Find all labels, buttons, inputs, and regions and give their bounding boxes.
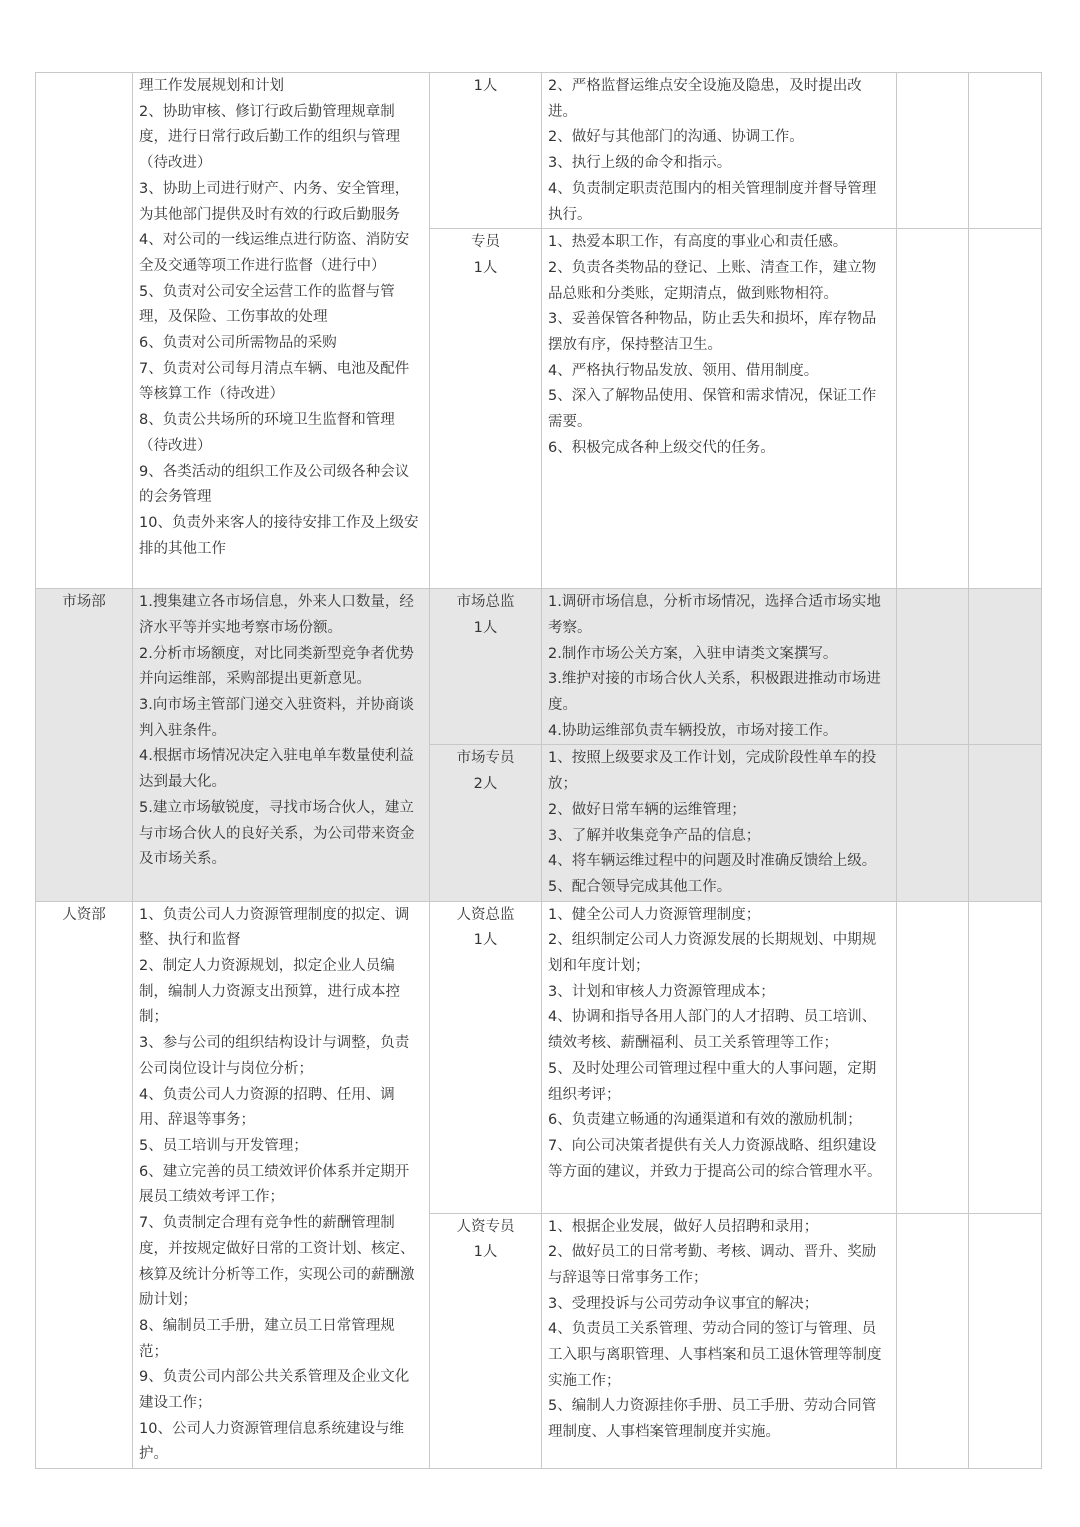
dept-duties-hr: 1、负责公司人力资源管理制度的拟定、调整、执行和监督 2、制定人力资源规划，拟定企业人员编制，编制人力资源支出预算，进行成本控制； 3、参与公司的组织结构设计与调整，负责公司岗位设计与岗位分析； 4、负责公司人力资源的招聘、任用、调用、辞退等事务； 5、员工培训与开发管理； 6、建立完善的员工绩效评价体系并定期开展员工绩效考评工作； 7、负责制定合理有竞争性的薪酬管理制度，并按规定做好日常的工资计划、核定、核算及统计分析等工作，实现公司的薪酬激励计划； 8、编制员工手册，建立员工日常管理规范； 9、负责公司内部公共关系管理及企业文化建设工作； 10、公司人力资源管理信息系统建设与维护。 — [133, 901, 430, 1468]
table-row — [36, 589, 1042, 745]
position-cell: 1人 — [430, 73, 542, 229]
empty-cell — [897, 1213, 969, 1469]
empty-cell — [969, 901, 1042, 1213]
position-cell: 人资专员 1人 — [430, 1213, 542, 1469]
empty-cell — [969, 73, 1042, 229]
table-row — [36, 73, 1042, 229]
empty-cell — [969, 1213, 1042, 1469]
empty-cell — [897, 229, 969, 589]
position-cell: 市场总监 1人 — [430, 589, 542, 745]
empty-cell — [897, 745, 969, 901]
position-duties: 2、严格监督运维点安全设施及隐患，及时提出改进。 2、做好与其他部门的沟通、协调工作。 3、执行上级的命令和指示。 4、负责制定职责范围内的相关管理制度并督导管理执行。 — [542, 73, 897, 229]
dept-duties-admin: 理工作发展规划和计划 2、协助审核、修订行政后勤管理规章制度，进行日常行政后勤工作的组织与管理（待改进） 3、协助上司进行财产、内务、安全管理，为其他部门提供及时有效的行政后勤服务 4、对公司的一线运维点进行防盗、消防安全及交通等项工作进行监督（进行中） 5、负责对公司安全运营工作的监督与管理，及保险、工伤事故的处理 6、负责对公司所需物品的采购 7、负责对公司每月清点车辆、电池及配件等核算工作（待改进） 8、负责公共场所的环境卫生监督和管理（待改进） 9、各类活动的组织工作及公司级各种会议的会务管理 10、负责外来客人的接待安排工作及上级安排的其他工作 — [133, 73, 430, 589]
position-duties: 1、根据企业发展，做好人员招聘和录用； 2、做好员工的日常考勤、考核、调动、晋升、奖励与辞退等日常事务工作； 3、受理投诉与公司劳动争议事宜的解决； 4、负责员工关系管理、劳动合同的签订与管理、员工入职与离职管理、人事档案和员工退休管理等制度实施工作； 5、编制人力资源挂你手册、员工手册、劳动合同管理制度、人事档案管理制度并实施。 — [542, 1213, 897, 1469]
empty-cell — [897, 901, 969, 1213]
dept-cell-admin — [36, 73, 133, 589]
position-cell: 市场专员 2人 — [430, 745, 542, 901]
position-duties: 1、按照上级要求及工作计划，完成阶段性单车的投放； 2、做好日常车辆的运维管理； 3、了解并收集竞争产品的信息； 4、将车辆运维过程中的问题及时准确反馈给上级。 5、配合领导完成其他工作。 — [542, 745, 897, 901]
empty-cell — [969, 229, 1042, 589]
position-cell: 专员 1人 — [430, 229, 542, 589]
position-duties: 1、热爱本职工作，有高度的事业心和责任感。 2、负责各类物品的登记、上账、清查工作，建立物品总账和分类账，定期清点，做到账物相符。 3、妥善保管各种物品，防止丢失和损坏，库存物品摆放有序，保持整洁卫生。 4、严格执行物品发放、领用、借用制度。 5、深入了解物品使用、保管和需求情况，保证工作需要。 6、积极完成各种上级交代的任务。 — [542, 229, 897, 589]
dept-duties-market: 1.搜集建立各市场信息，外来人口数量，经济水平等并实地考察市场份额。 2.分析市场额度，对比同类新型竞争者优势并向运维部，采购部提出更新意见。 3.向市场主管部门递交入驻资料，并协商谈判入驻条件。 4.根据市场情况决定入驻电单车数量使利益达到最大化。 5.建立市场敏锐度，寻找市场合伙人，建立与市场合伙人的良好关系，为公司带来资金及市场关系。 — [133, 589, 430, 901]
position-duties: 1、健全公司人力资源管理制度； 2、组织制定公司人力资源发展的长期规划、中期规划和年度计划； 3、计划和审核人力资源管理成本； 4、协调和指导各用人部门的人才招聘、员工培训、绩效考核、薪酬福利、员工关系管理等工作； 5、及时处理公司管理过程中重大的人事问题，定期组织考评； 6、负责建立畅通的沟通渠道和有效的激励机制； 7、向公司决策者提供有关人力资源战略、组织建设等方面的建议，并致力于提高公司的综合管理水平。 — [542, 901, 897, 1213]
empty-cell — [969, 745, 1042, 901]
empty-cell — [969, 589, 1042, 745]
position-duties: 1.调研市场信息，分析市场情况，选择合适市场实地考察。 2.制作市场公关方案，入驻申请类文案撰写。 3.维护对接的市场合伙人关系，积极跟进推动市场进度。 4.协助运维部负责车辆投放，市场对接工作。 — [542, 589, 897, 745]
empty-cell — [897, 589, 969, 745]
empty-cell — [897, 73, 969, 229]
position-cell: 人资总监 1人 — [430, 901, 542, 1213]
responsibility-table — [35, 72, 1042, 1469]
dept-cell-market: 市场部 — [36, 589, 133, 901]
dept-cell-hr: 人资部 — [36, 901, 133, 1468]
table-row — [36, 901, 1042, 1213]
